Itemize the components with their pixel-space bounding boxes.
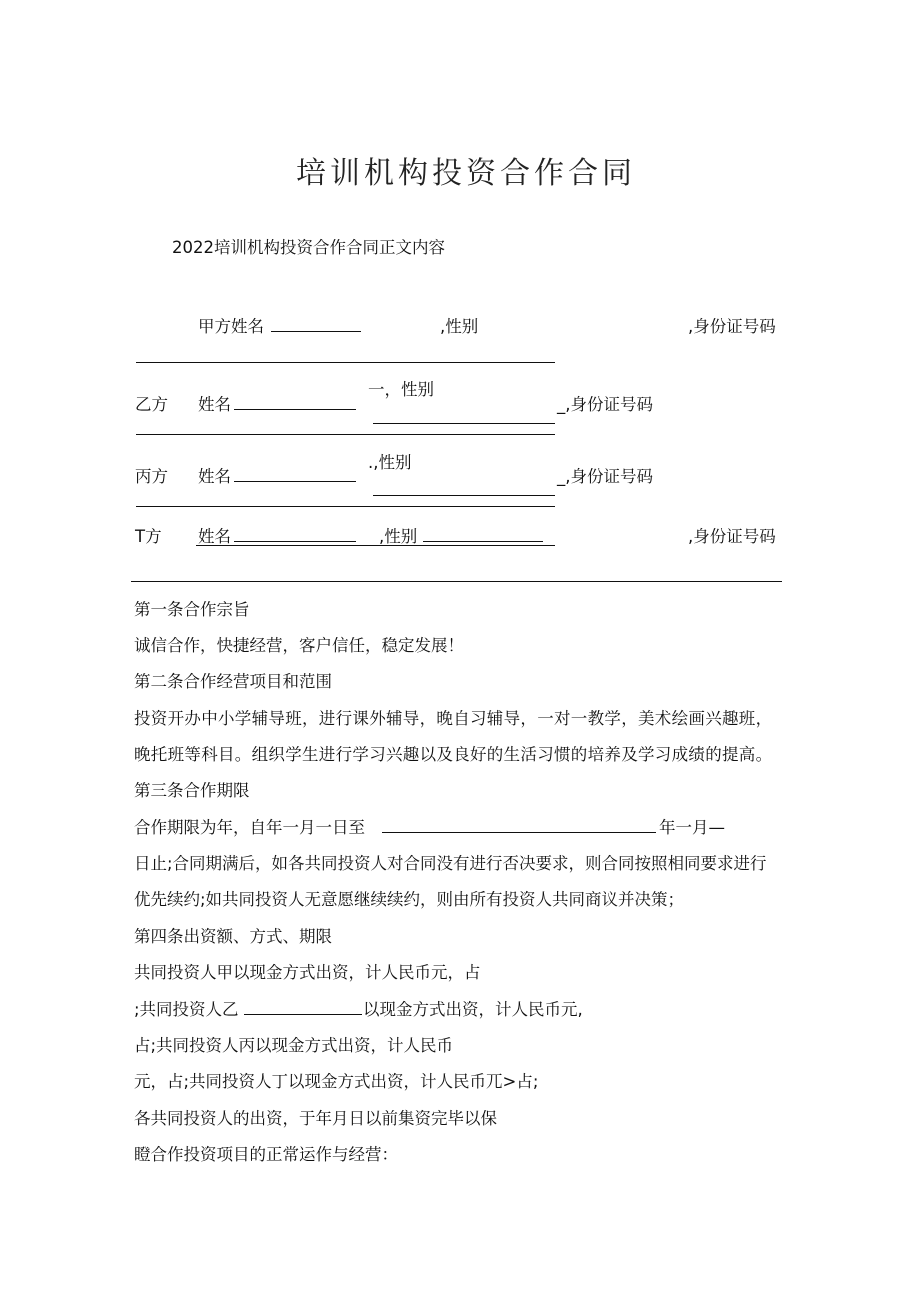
document-title: 培训机构投资合作合同 [296,156,636,191]
party-yi-name-blank[interactable] [234,409,356,410]
party-ding-id-blank[interactable] [131,581,782,582]
article-4-yi-blank[interactable] [244,1014,362,1015]
article-2-line-1: 投资开办中小学辅导班，进行课外辅导，晚自习辅导，一对一教学，美术绘画兴趣班， [134,709,773,728]
party-bing-id-label: _,身份证号码 [557,467,653,486]
article-1-heading: 第一条合作宗旨 [134,600,250,619]
party-bing-name-label: 姓名 [198,467,231,486]
article-2-line-2: 晚托班等科目。组织学生进行学习兴趣以及良好的生活习惯的培养及学习成绩的提高。 [134,745,773,764]
document-subtitle: 2022培训机构投资合作合同正文内容 [172,238,445,257]
party-yi-name-label: 姓名 [198,395,231,414]
article-4-heading: 第四条出资额、方式、期限 [134,927,332,946]
article-3-line-3: 优先续约;如共同投资人无意愿继续续约，则由所有投资人共同商议并决策； [134,890,685,909]
party-jia-name-blank[interactable] [271,331,361,332]
party-jia-id-label: ,身份证号码 [688,317,776,336]
article-3-line-1b: 年一月— [659,818,725,837]
article-1-text: 诚信合作，快捷经营，客户信任，稳定发展！ [134,636,464,655]
party-bing-gender-label: .,性别 [368,453,412,472]
article-4-line-2a: ;共同投资人乙 [134,1000,239,1019]
party-ding-side: T方 [135,527,162,546]
article-3-end-date-blank[interactable] [382,832,656,833]
party-ding-name-blank[interactable] [234,541,356,542]
article-4-line-2b: 以现金方式出资，计人民币元, [363,1000,583,1019]
party-yi-side: 乙方 [135,395,168,414]
article-3-line-1a: 合作期限为年，自年一月一日至 [134,818,365,837]
party-bing-id-blank[interactable] [136,506,555,507]
party-jia-id-blank[interactable] [136,362,555,363]
article-4-line-4: 元，占;共同投资人丁以现金方式出资，计人民币兀>占; [134,1072,539,1091]
party-bing-gender-blank[interactable] [373,495,555,496]
article-4-line-1: 共同投资人甲以现金方式出资，计人民币元，占 [134,963,481,982]
article-3-line-2: 日止;合同期满后，如各共同投资人对合同没有进行否决要求，则合同按照相同要求进行 [134,854,767,873]
article-3-heading: 第三条合作期限 [134,781,250,800]
party-ding-gender-label: ,性别 [379,527,418,546]
party-yi-gender-blank[interactable] [373,423,555,424]
article-4-line-3: 占;共同投资人丙以现金方式出资，计人民币 [134,1036,454,1055]
party-jia-name-label: 甲方姓名 [198,317,264,336]
party-ding-id-label: ,身份证号码 [688,527,776,546]
article-4-line-5: 各共同投资人的出资，于年月日以前集资完毕以保 [134,1109,497,1128]
party-ding-name-underline [196,545,555,546]
party-jia-gender-label: ,性别 [440,317,479,336]
party-yi-id-blank[interactable] [136,434,555,435]
article-4-line-6: 瞪合作投资项目的正常运作与经营： [134,1145,398,1164]
party-ding-gender-blank[interactable] [423,541,543,542]
party-bing-side: 丙方 [135,467,168,486]
party-yi-id-label: _,身份证号码 [557,395,653,414]
party-bing-name-blank[interactable] [234,481,356,482]
party-ding-name-label: 姓名 [198,527,231,546]
party-yi-gender-label: 一，性别 [368,380,434,399]
article-2-heading: 第二条合作经营项目和范围 [134,672,332,691]
